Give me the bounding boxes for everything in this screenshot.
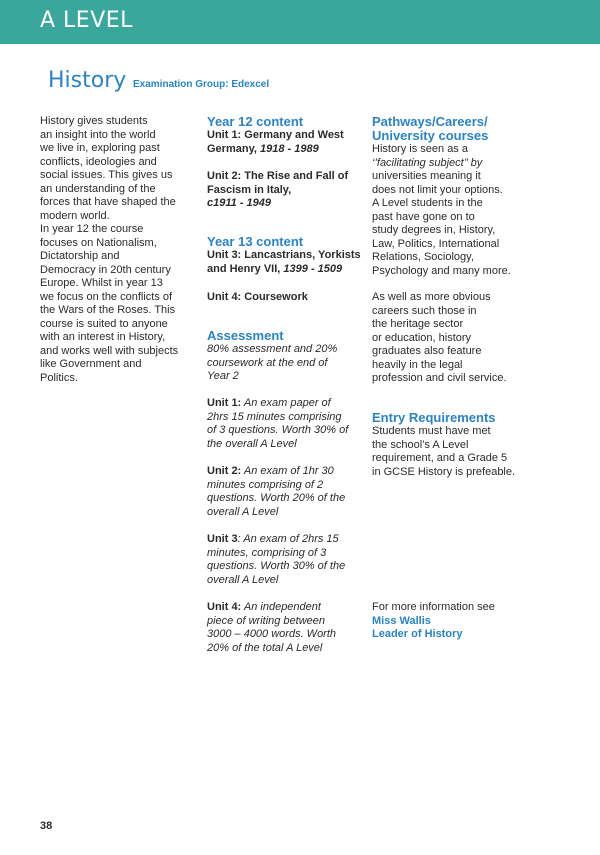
assessment-heading: Assessment [207, 328, 284, 343]
pathways-line: Law, Politics, International [372, 237, 500, 250]
page-number: 38 [40, 820, 53, 832]
year12-section [207, 115, 344, 156]
year12-unit2-line: Unit 2: The Rise and Fall of [207, 170, 349, 182]
careers-line: graduates also feature [372, 345, 482, 357]
unit-text: questions. Worth 20% of the [207, 492, 346, 504]
header-band [0, 0, 600, 44]
assessment-unit1: Unit 1: An exam paper of 2hrs 15 minutes comprising of 3 questions. Worth 30% of the overall A Level [207, 397, 349, 450]
pathways-section [372, 115, 511, 278]
pathways-line: Relations, Sociology, [372, 251, 474, 263]
intro-line: an understanding of the [40, 182, 156, 195]
pathways-heading: Pathways/Careers/ [372, 114, 488, 129]
year12-unit1-dates: Germany, 1918 - 1989 [207, 142, 319, 155]
year12-unit2-line: Fascism in Italy, [207, 183, 292, 196]
pathways-line: study degrees in, History, [372, 224, 496, 236]
intro-line: course is suited to anyone [40, 317, 168, 330]
careers-line: the heritage sector [372, 318, 464, 330]
unit-text: overall A Level [207, 505, 279, 518]
assessment-section [207, 329, 337, 384]
unit-text: of 3 questions. Worth 30% of [207, 424, 349, 436]
year12-unit1: Unit 1: Germany and West [207, 129, 344, 141]
careers-line: profession and civil service. [372, 372, 507, 384]
contact-role: Leader of History [372, 628, 463, 640]
careers-section [372, 291, 507, 386]
year13-heading: Year 13 content [207, 234, 304, 249]
contact-section [372, 601, 495, 642]
unit-text: questions. Worth 30% of the [207, 560, 346, 572]
intro-line: Dictatorship and [40, 250, 120, 262]
assessment-unit3: Unit 3: An exam of 2hrs 15 minutes, comprising of 3 questions. Worth 30% of the overall A Level [207, 533, 346, 586]
assessment-unit4: Unit 4: An independent piece of writing between 3000 – 4000 words. Worth 20% of the total A Level [207, 601, 337, 654]
unit-text: overall A Level [207, 573, 279, 586]
unit-text: 3000 – 4000 words. Worth [207, 628, 337, 640]
year13-unit3-dates: and Henry VII, 1399 - 1509 [207, 262, 343, 275]
intro-line: social issues. This gives us [40, 169, 173, 181]
pathways-line: ‘’facilitating subject’’ by [372, 156, 483, 169]
entry-section [372, 411, 515, 479]
pathways-heading-line2: University courses [372, 128, 489, 143]
assessment-summary: Year 2 [207, 370, 239, 382]
contact-intro: For more information see [372, 601, 495, 613]
unit-text: minutes comprising of 2 [207, 478, 324, 491]
intro-text [40, 115, 200, 385]
intro-line: an insight into the world [40, 128, 156, 141]
intro-line: and works well with subjects [40, 344, 179, 357]
unit-text: 20% of the total A Level [207, 641, 323, 654]
intro-line: like Government and [40, 358, 142, 370]
entry-line: the school’s A Level [372, 438, 469, 451]
unit-text: 2hrs 15 minutes comprising [207, 410, 342, 423]
year12-unit2-dates: c1911 - 1949 [207, 197, 272, 209]
intro-line: we focus on the conflicts of [40, 290, 173, 303]
careers-line: As well as more obvious [372, 291, 491, 303]
year12-unit2 [207, 170, 348, 211]
assessment-summary: coursework at the end of [207, 356, 328, 369]
intro-line: History gives students [40, 115, 148, 127]
intro-line: Europe. Whilst in year 13 [40, 277, 163, 289]
unit-label: Unit 2: [207, 465, 242, 477]
exam-group: Examination Group: Edexcel [133, 79, 270, 90]
unit-text: minutes, comprising of 3 [207, 546, 327, 559]
subject-title: History [48, 68, 127, 93]
unit-label: Unit 4: [207, 601, 242, 613]
intro-line: the Wars of the Roses. This [40, 304, 176, 316]
assessment-unit2: Unit 2: An exam of 1hr 30 minutes comprising of 2 questions. Worth 20% of the overall A Level [207, 465, 346, 518]
pathways-line: History is seen as a [372, 143, 468, 155]
year13-unit4-label: Unit 4: Coursework [207, 291, 308, 303]
intro-line: with an interest in History, [40, 331, 166, 343]
intro-line: modern world. [40, 209, 110, 222]
intro-line: focuses on Nationalism, [40, 236, 157, 249]
entry-heading: Entry Requirements [372, 410, 496, 425]
pathways-line: universities meaning it [372, 170, 481, 182]
year13-unit3: Unit 3: Lancastrians, Yorkists [207, 249, 361, 261]
careers-line: careers such those in [372, 304, 477, 317]
entry-line: Students must have met [372, 425, 491, 437]
entry-line: in GCSE History is prefeable. [372, 465, 516, 478]
pathways-line: past have gone on to [372, 210, 475, 223]
intro-line: Democracy in 20th century [40, 263, 171, 276]
careers-line: heavily in the legal [372, 358, 463, 371]
year13-section [207, 235, 361, 276]
band-title: A LEVEL [40, 8, 133, 33]
unit-label: Unit 1: [207, 397, 242, 409]
pathways-line: Psychology and many more. [372, 264, 511, 277]
unit-label: Unit 3 [207, 533, 238, 545]
unit-text: piece of writing between [207, 614, 326, 627]
unit-text: the overall A Level [207, 437, 297, 450]
pathways-line: does not limit your options. [372, 183, 503, 196]
intro-column [40, 115, 200, 385]
intro-line: Politics. [40, 371, 78, 384]
intro-line: In year 12 the course [40, 223, 144, 235]
intro-line: conflicts, ideologies and [40, 155, 157, 168]
pathways-line: A Level students in the [372, 197, 483, 209]
assessment-summary: 80% assessment and 20% [207, 343, 338, 355]
contact-name: Miss Wallis [372, 614, 431, 627]
intro-line: forces that have shaped the [40, 196, 176, 208]
year12-heading: Year 12 content [207, 114, 304, 129]
careers-line: or education, history [372, 331, 472, 344]
year13-unit4 [207, 291, 308, 305]
intro-line: we live in, exploring past [40, 142, 160, 154]
entry-line: requirement, and a Grade 5 [372, 452, 508, 464]
